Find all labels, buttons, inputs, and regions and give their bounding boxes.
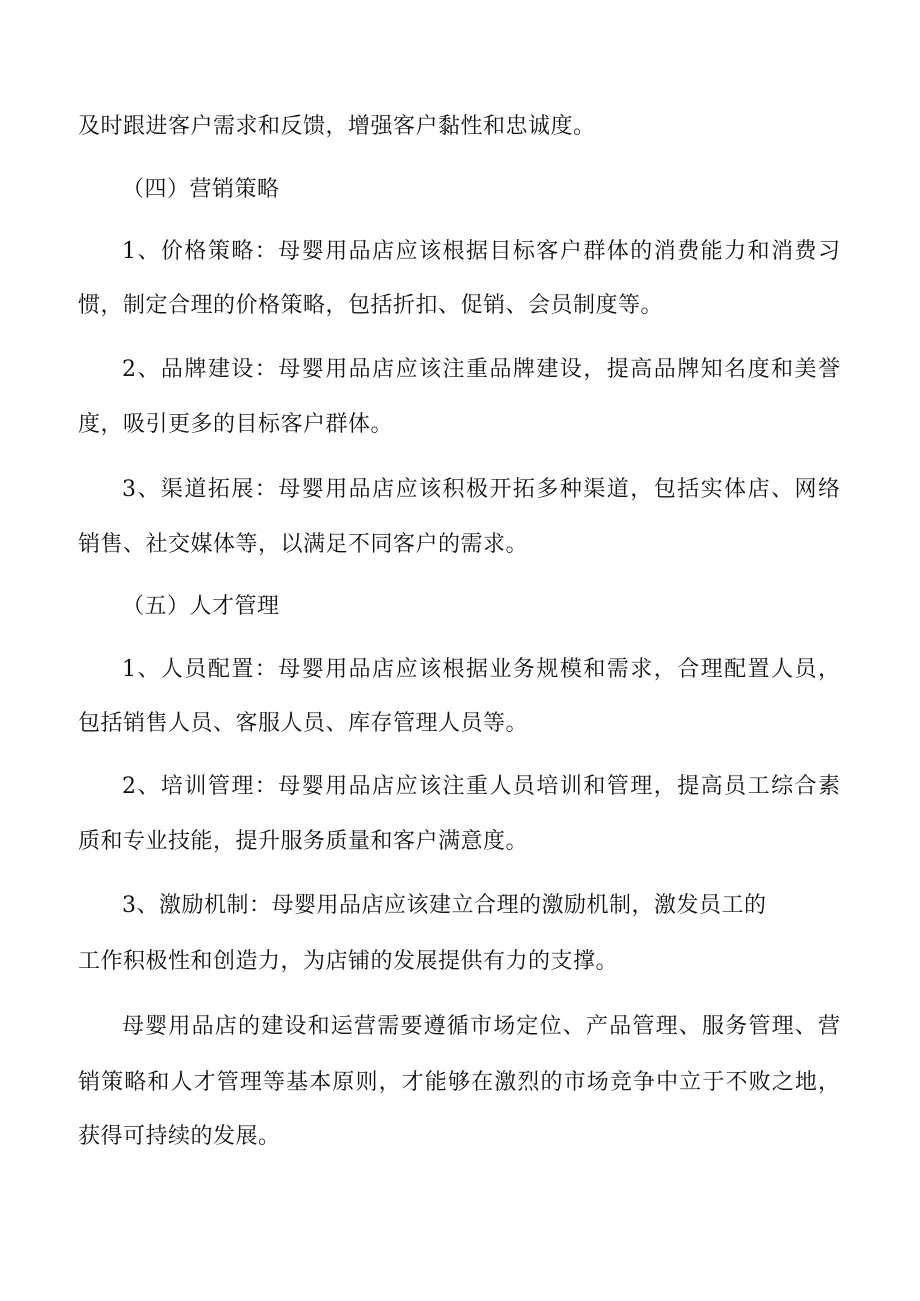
paragraph-line: 惯，制定合理的价格策略，包括折扣、促销、会员制度等。 (78, 293, 664, 318)
paragraph-line: 度，吸引更多的目标客户群体。 (78, 412, 394, 437)
paragraph-line: 质和专业技能，提升服务质量和客户满意度。 (78, 829, 529, 854)
section-heading-talent: （五）人才管理 (122, 594, 280, 619)
paragraph-line: 2、培训管理：母婴用品店应该注重人员培训和管理，提高员工综合素 (122, 774, 840, 799)
paragraph-line: 销策略和人才管理等基本原则，才能够在激烈的市场竞争中立于不败之地， (78, 1070, 840, 1095)
paragraph-line: 2、品牌建设：母婴用品店应该注重品牌建设，提高品牌知名度和美誉 (122, 357, 840, 382)
paragraph-line: 获得可持续的发展。 (78, 1124, 281, 1149)
section-heading-marketing: （四）营销策略 (122, 177, 280, 202)
paragraph-line: 母婴用品店的建设和运营需要遵循市场定位、产品管理、服务管理、营 (122, 1014, 840, 1039)
paragraph-line: 销售、社交媒体等，以满足不同客户的需求。 (78, 532, 529, 557)
paragraph-line: 包括销售人员、客服人员、库存管理人员等。 (78, 711, 529, 736)
paragraph-line: 3、渠道拓展：母婴用品店应该积极开拓多种渠道，包括实体店、网络 (122, 477, 840, 502)
paragraph-line: 3、激励机制：母婴用品店应该建立合理的激励机制，激发员工的 (122, 893, 767, 918)
paragraph-line: 1、人员配置：母婴用品店应该根据业务规模和需求，合理配置人员， (122, 657, 840, 682)
paragraph-line: 及时跟进客户需求和反馈，增强客户黏性和忠诚度。 (78, 114, 596, 139)
paragraph-line: 1、价格策略：母婴用品店应该根据目标客户群体的消费能力和消费习 (122, 239, 840, 264)
paragraph-line: 工作积极性和创造力，为店铺的发展提供有力的支撑。 (78, 949, 619, 974)
